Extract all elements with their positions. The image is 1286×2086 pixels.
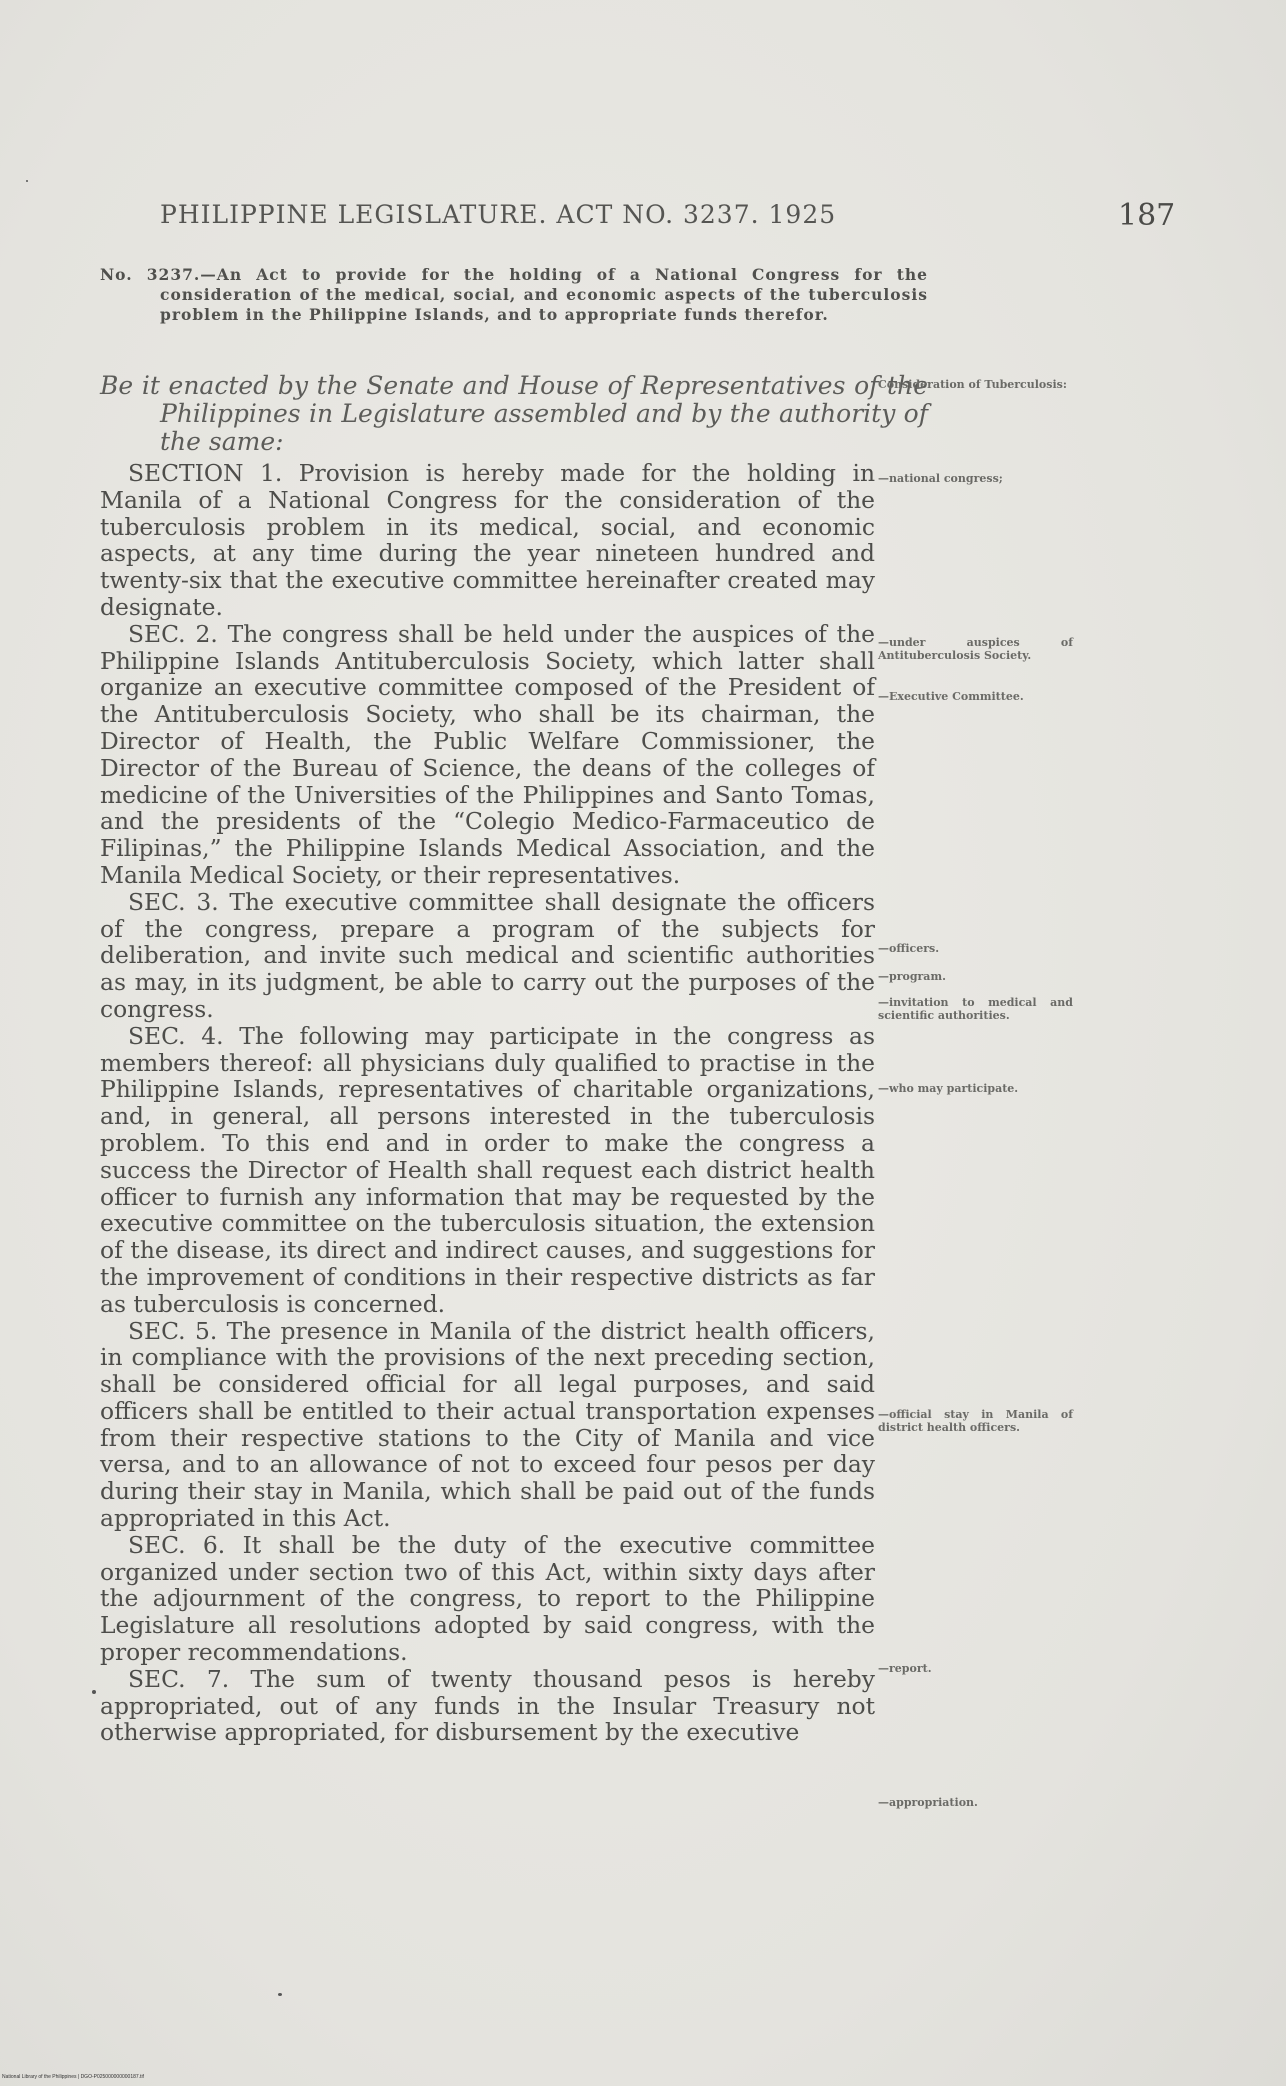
speck-mark bbox=[278, 1993, 282, 1996]
footer-credit: National Library of the Philippines | DGO-P025000000000187.tif bbox=[2, 2074, 144, 2080]
section-5 bbox=[100, 1318, 875, 1532]
margin-note-report: —report. bbox=[878, 1662, 932, 1675]
section-label: SEC. 3. bbox=[128, 887, 219, 916]
section-label: SEC. 2. bbox=[128, 619, 218, 648]
margin-note-who-may-participate: —who may participate. bbox=[878, 1082, 1019, 1095]
section-label: SECTION 1. bbox=[128, 459, 283, 487]
section-3 bbox=[100, 889, 875, 1023]
section-2 bbox=[100, 621, 875, 889]
section-text: The sum of twenty thousand pesos is hereby appropriated, out of any funds in the Insular Treasury not otherwise appropriated, for disbursement by the executive bbox=[100, 1664, 875, 1747]
margin-note-program: —program. bbox=[878, 970, 946, 983]
act-body bbox=[100, 460, 875, 1746]
margin-note-officers: —officers. bbox=[878, 942, 940, 955]
section-text: Provision is hereby made for the holding in Manila of a National Congress for the consideration of the tuberculosis problem in its medical, social, and economic aspects, at any time during the year nineteen hundred and twenty-six that the executive committee hereinafter created may designate. bbox=[100, 459, 876, 621]
page-number: 187 bbox=[1118, 198, 1176, 233]
section-text: The presence in Manila of the district health officers, in compliance with the provisions of the next preceding section, shall be considered official for all legal purposes, and said officers shall be entitled to their actual transportation expenses from their respective stations to the City of Manila and vice versa, and to an allowance of not to exceed four pesos per day during their stay in Manila, which shall be paid out of the funds appropriated in this Act. bbox=[100, 1316, 875, 1533]
margin-note-appropriation: —appropriation. bbox=[878, 1796, 978, 1809]
section-6 bbox=[100, 1532, 875, 1666]
section-label: SEC. 4. bbox=[128, 1021, 224, 1050]
speck-mark bbox=[26, 180, 28, 182]
margin-note-invitation: —invitation to medical and scientific authorities. bbox=[878, 996, 1073, 1022]
section-7 bbox=[100, 1666, 875, 1746]
act-summary: No. 3237.—An Act to provide for the holding of a National Congress for the consideration of the medical, social, and economic aspects of the tuberculosis problem in the Philippine Islands, and to appropriate funds therefor. bbox=[100, 265, 928, 324]
section-4 bbox=[100, 1023, 875, 1318]
margin-note-consideration: Consideration of Tuberculosis: bbox=[878, 378, 1067, 391]
section-label: SEC. 6. bbox=[128, 1530, 226, 1559]
section-label: SEC. 5. bbox=[128, 1316, 218, 1345]
enacting-clause: Be it enacted by the Senate and House of Representatives of the Philippines in Legislature assembled and by the authority of the same: bbox=[100, 371, 928, 456]
running-head: PHILIPPINE LEGISLATURE. ACT NO. 3237. 1925 bbox=[160, 200, 837, 229]
margin-note-executive-committee: —Executive Committee. bbox=[878, 690, 1024, 703]
section-1 bbox=[100, 460, 875, 621]
margin-note-national-congress: —national congress; bbox=[878, 472, 1003, 485]
margin-note-auspices: —under auspices of Antituberculosis Society. bbox=[878, 636, 1073, 662]
section-text: The following may participate in the congress as members thereof: all physicians duly qualified to practise in the Philippine Islands, representatives of charitable organizations, and, in general, all persons interested in the tuberculosis problem. To this end and in order to make the congress a success the Director of Health shall request each district health officer to furnish any information that may be requested by the executive committee on the tuberculosis situation, the extension of the disease, its direct and indirect causes, and suggestions for the improvement of conditions in their respective districts as far as tuberculosis is concerned. bbox=[100, 1021, 876, 1318]
section-text: The congress shall be held under the auspices of the Philippine Islands Antituberculosis Society, which latter shall organize an executive committee composed of the President of the Antituberculosis Society, who shall be its chairman, the Director of Health, the Public Welfare Commissioner, the Director of the Bureau of Science, the deans of the colleges of medicine of the Universities of the Philippines and Santo Tomas, and the presidents of the “Colegio Medico-Farmaceutico de Filipinas,” the Philippine Islands Medical Association, and the Manila Medical Society, or their representatives. bbox=[100, 619, 875, 889]
section-text: It shall be the duty of the executive committee organized under section two of this Act, within sixty days after the adjournment of the congress, to report to the Philippine Legislature all resolutions adopted by said congress, with the proper recommendations. bbox=[100, 1530, 876, 1667]
speck-mark bbox=[92, 1690, 96, 1694]
section-text: The executive committee shall designate the officers of the congress, prepare a program of the subjects for deliberation, and invite such medical and scientific authorities as may, in its judgment, be able to carry out the purposes of the congress. bbox=[100, 887, 875, 1023]
margin-note-official-stay: —official stay in Manila of district health officers. bbox=[878, 1408, 1073, 1434]
section-label: SEC. 7. bbox=[128, 1664, 230, 1693]
